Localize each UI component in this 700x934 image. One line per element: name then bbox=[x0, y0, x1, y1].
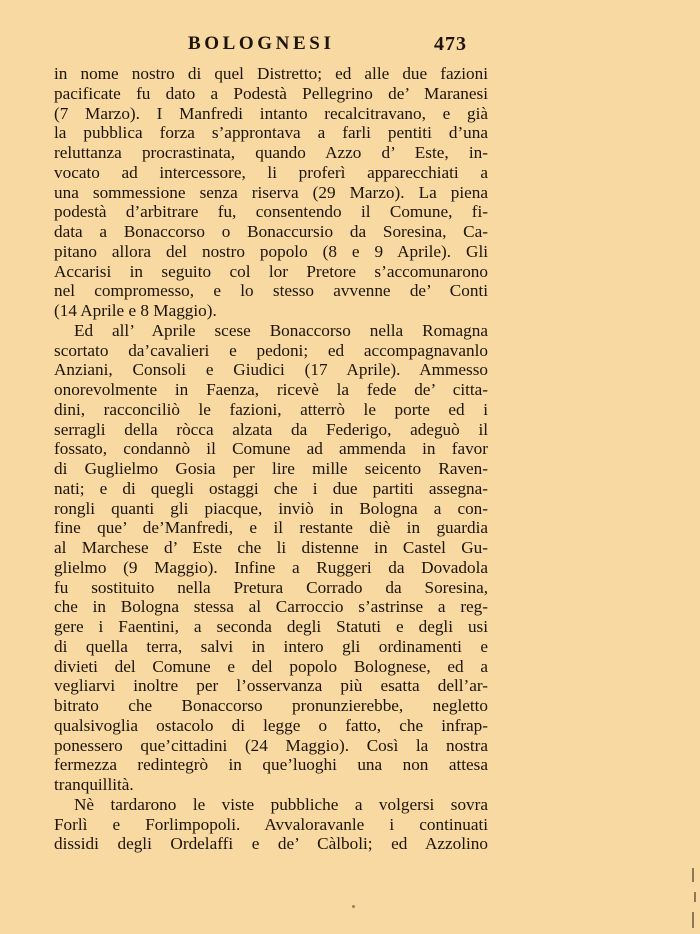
text-line: al Marchese d’ Este che li distenne in Castel Gu- bbox=[54, 538, 488, 557]
text-line: ponessero que’cittadini (24 Maggio). Così la nostra bbox=[54, 735, 488, 755]
text-line: reluttanza procrastinata, quando Azzo d’ Este, in- bbox=[54, 143, 488, 162]
paper-speck bbox=[352, 905, 355, 908]
text-line: che in Bologna stessa al Carroccio s’astrinse a reg- bbox=[54, 597, 488, 617]
text-line: fossato, condannò il Comune ad ammenda in favor bbox=[54, 439, 488, 459]
text-line: fine que’ de’Manfredi, e il restante diè in guardia bbox=[54, 518, 488, 538]
text-line: la pubblica forza s’approntava a farli pentiti d’una bbox=[54, 123, 488, 143]
text-line: pacificate fu dato a Podestà Pellegrino de’ Maranesi bbox=[54, 83, 488, 103]
text-line: rongli quanti gli piacque, inviò in Bologna a con- bbox=[54, 498, 488, 518]
text-line: Anziani, Consoli e Giudici (17 Aprile). Ammesso bbox=[54, 360, 488, 380]
text-line: divieti del Comune e del popolo Bolognese, ed a bbox=[54, 656, 488, 676]
text-line: Accarisi in seguito col lor Pretore s’accomunarono bbox=[54, 261, 488, 281]
running-title: BOLOGNESI bbox=[188, 33, 335, 54]
body-text bbox=[54, 64, 488, 854]
text-line: data a Bonaccorso o Bonaccursio da Soresina, Ca- bbox=[54, 222, 488, 241]
text-line: bitrato che Bonaccorso pronunzierebbe, negletto bbox=[54, 696, 488, 715]
text-line: serragli della ròcca alzata da Federigo, adeguò il bbox=[54, 419, 488, 439]
text-line: glielmo (9 Maggio). Infine a Ruggeri da Dovadola bbox=[54, 557, 488, 577]
text-line: di quella terra, salvi in intero gli ordinamenti e bbox=[54, 636, 488, 656]
paragraph-end-line: (14 Aprile e 8 Maggio). bbox=[54, 301, 217, 320]
text-line: qualsivoglia ostacolo di legge o fatto, che infrap- bbox=[54, 715, 488, 735]
text-line: vocato ad intercessore, li proferì apparecchiati a bbox=[54, 162, 488, 182]
page-number: 473 bbox=[434, 33, 467, 55]
text-line: vegliarvi inoltre per l’osservanza più esatta dell’ar- bbox=[54, 676, 488, 696]
paragraph-end-line: tranquillità. bbox=[54, 775, 134, 794]
text-line: fu sostituito nella Pretura Corrado da Soresina, bbox=[54, 577, 488, 597]
text-line: nel compromesso, e lo stesso avvenne de’ Conti bbox=[54, 281, 488, 301]
paragraph-start-line: Nè tardarono le viste pubbliche a volgersi sovra bbox=[74, 794, 488, 814]
text-line: di Guglielmo Gosia per lire mille seicento Raven- bbox=[54, 459, 488, 478]
text-line: (7 Marzo). I Manfredi intanto recalcitravano, e già bbox=[54, 103, 488, 123]
text-line: gere i Faentini, a seconda degli Statuti e degli usi bbox=[54, 617, 488, 636]
text-line: dissidi degli Ordelaffi e de’ Càlboli; ed Azzolino bbox=[54, 834, 488, 854]
text-line: una sommessione senza riserva (29 Marzo). La piena bbox=[54, 182, 488, 202]
page-edge-mark bbox=[694, 892, 696, 902]
paragraph-start-line: Ed all’ Aprile scese Bonaccorso nella Romagna bbox=[74, 320, 488, 340]
text-line: pitano allora del nostro popolo (8 e 9 Aprile). Gli bbox=[54, 241, 488, 261]
text-line: Forlì e Forlimpopoli. Avvaloravanle i continuati bbox=[54, 814, 488, 834]
running-head bbox=[0, 22, 700, 58]
text-line: fermezza redintegrò in que’luoghi una non attesa bbox=[54, 755, 488, 775]
text-line: podestà d’arbitrare fu, consentendo il Comune, fi- bbox=[54, 202, 488, 222]
page-edge-mark bbox=[692, 912, 694, 928]
text-line: scortato da’cavalieri e pedoni; ed accompagnavanlo bbox=[54, 340, 488, 360]
page-edge-mark bbox=[692, 868, 694, 882]
text-line: nati; e di quegli ostaggi che i due partiti assegna- bbox=[54, 478, 488, 498]
text-line: in nome nostro di quel Distretto; ed alle due fazioni bbox=[54, 64, 488, 83]
text-line: onorevolmente in Faenza, ricevè la fede de’ citta- bbox=[54, 380, 488, 399]
text-line: dini, racconciliò le fazioni, atterrò le porte ed i bbox=[54, 399, 488, 419]
